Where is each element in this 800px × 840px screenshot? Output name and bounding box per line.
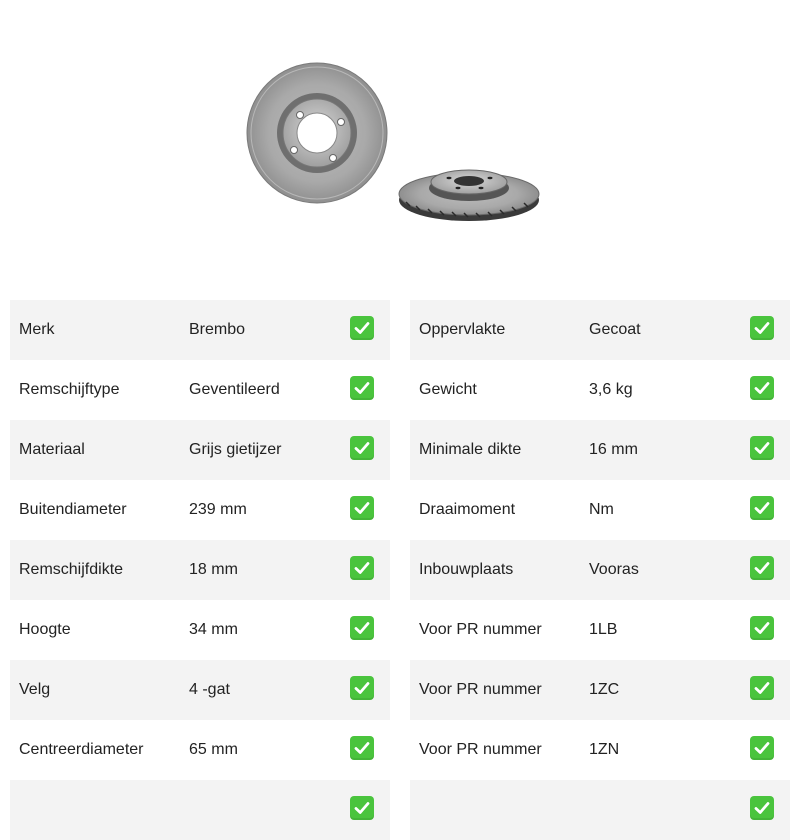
spec-value: Nm <box>589 501 614 518</box>
spec-row <box>410 540 790 600</box>
spec-row <box>10 540 390 600</box>
product-image <box>240 60 550 230</box>
check-mark-icon <box>350 616 374 640</box>
check-mark-icon <box>350 676 374 700</box>
check-mark-icon <box>350 496 374 520</box>
spec-value: Geventileerd <box>189 381 280 398</box>
check-mark-icon <box>350 376 374 400</box>
spec-value: 1ZN <box>589 741 620 758</box>
check-mark-icon <box>350 436 374 460</box>
spec-value: Gecoat <box>589 321 641 338</box>
check-mark-icon <box>750 676 774 700</box>
spec-value: 1ZC <box>589 681 620 698</box>
spec-row <box>10 720 390 780</box>
spec-row <box>10 780 390 840</box>
spec-value: Brembo <box>189 321 246 338</box>
check-mark-icon <box>350 316 374 340</box>
spec-label: Centreerdiameter <box>19 741 144 758</box>
spec-value: Grijs gietijzer <box>189 441 282 458</box>
spec-label: Voor PR nummer <box>419 741 542 758</box>
spec-row <box>410 480 790 540</box>
spec-label: Buitendiameter <box>19 501 127 518</box>
spec-label: Velg <box>19 681 51 698</box>
spec-value: 3,6 kg <box>589 381 633 398</box>
spec-value: 1LB <box>589 621 618 638</box>
spec-row <box>410 720 790 780</box>
spec-row <box>410 360 790 420</box>
spec-row <box>10 420 390 480</box>
spec-label: Hoogte <box>19 621 71 638</box>
check-mark-icon <box>750 316 774 340</box>
check-mark-icon <box>750 556 774 580</box>
spec-label: Materiaal <box>19 441 85 458</box>
spec-label: Merk <box>19 321 55 338</box>
spec-label: Voor PR nummer <box>419 621 542 638</box>
spec-row <box>410 660 790 720</box>
check-mark-icon <box>750 616 774 640</box>
spec-label: Minimale dikte <box>419 441 522 458</box>
spec-label: Draaimoment <box>419 501 516 518</box>
spec-label: Remschijftype <box>19 381 120 398</box>
spec-value: 18 mm <box>189 561 238 578</box>
spec-value: 34 mm <box>189 621 238 638</box>
spec-label: Oppervlakte <box>419 321 506 338</box>
spec-row <box>10 660 390 720</box>
check-mark-icon <box>750 376 774 400</box>
specs-left-column <box>10 300 390 840</box>
spec-row <box>10 480 390 540</box>
spec-value: 239 mm <box>189 501 247 518</box>
check-mark-icon <box>350 556 374 580</box>
spec-row <box>10 300 390 360</box>
spec-row <box>10 600 390 660</box>
brake-disc-image <box>240 60 550 230</box>
spec-row <box>410 300 790 360</box>
spec-row <box>10 360 390 420</box>
spec-label: Gewicht <box>419 381 477 398</box>
spec-value: 65 mm <box>189 741 238 758</box>
spec-label: Voor PR nummer <box>419 681 542 698</box>
spec-row <box>410 420 790 480</box>
specs-right-column <box>410 300 790 840</box>
spec-value: 16 mm <box>589 441 638 458</box>
spec-value: 4 -gat <box>189 681 230 698</box>
check-mark-icon <box>750 736 774 760</box>
spec-label: Remschijfdikte <box>19 561 124 578</box>
check-mark-icon <box>750 496 774 520</box>
check-mark-icon <box>750 436 774 460</box>
spec-row <box>410 600 790 660</box>
spec-value: Vooras <box>589 561 639 578</box>
spec-row <box>410 780 790 840</box>
check-mark-icon <box>350 736 374 760</box>
spec-label: Inbouwplaats <box>419 561 514 578</box>
